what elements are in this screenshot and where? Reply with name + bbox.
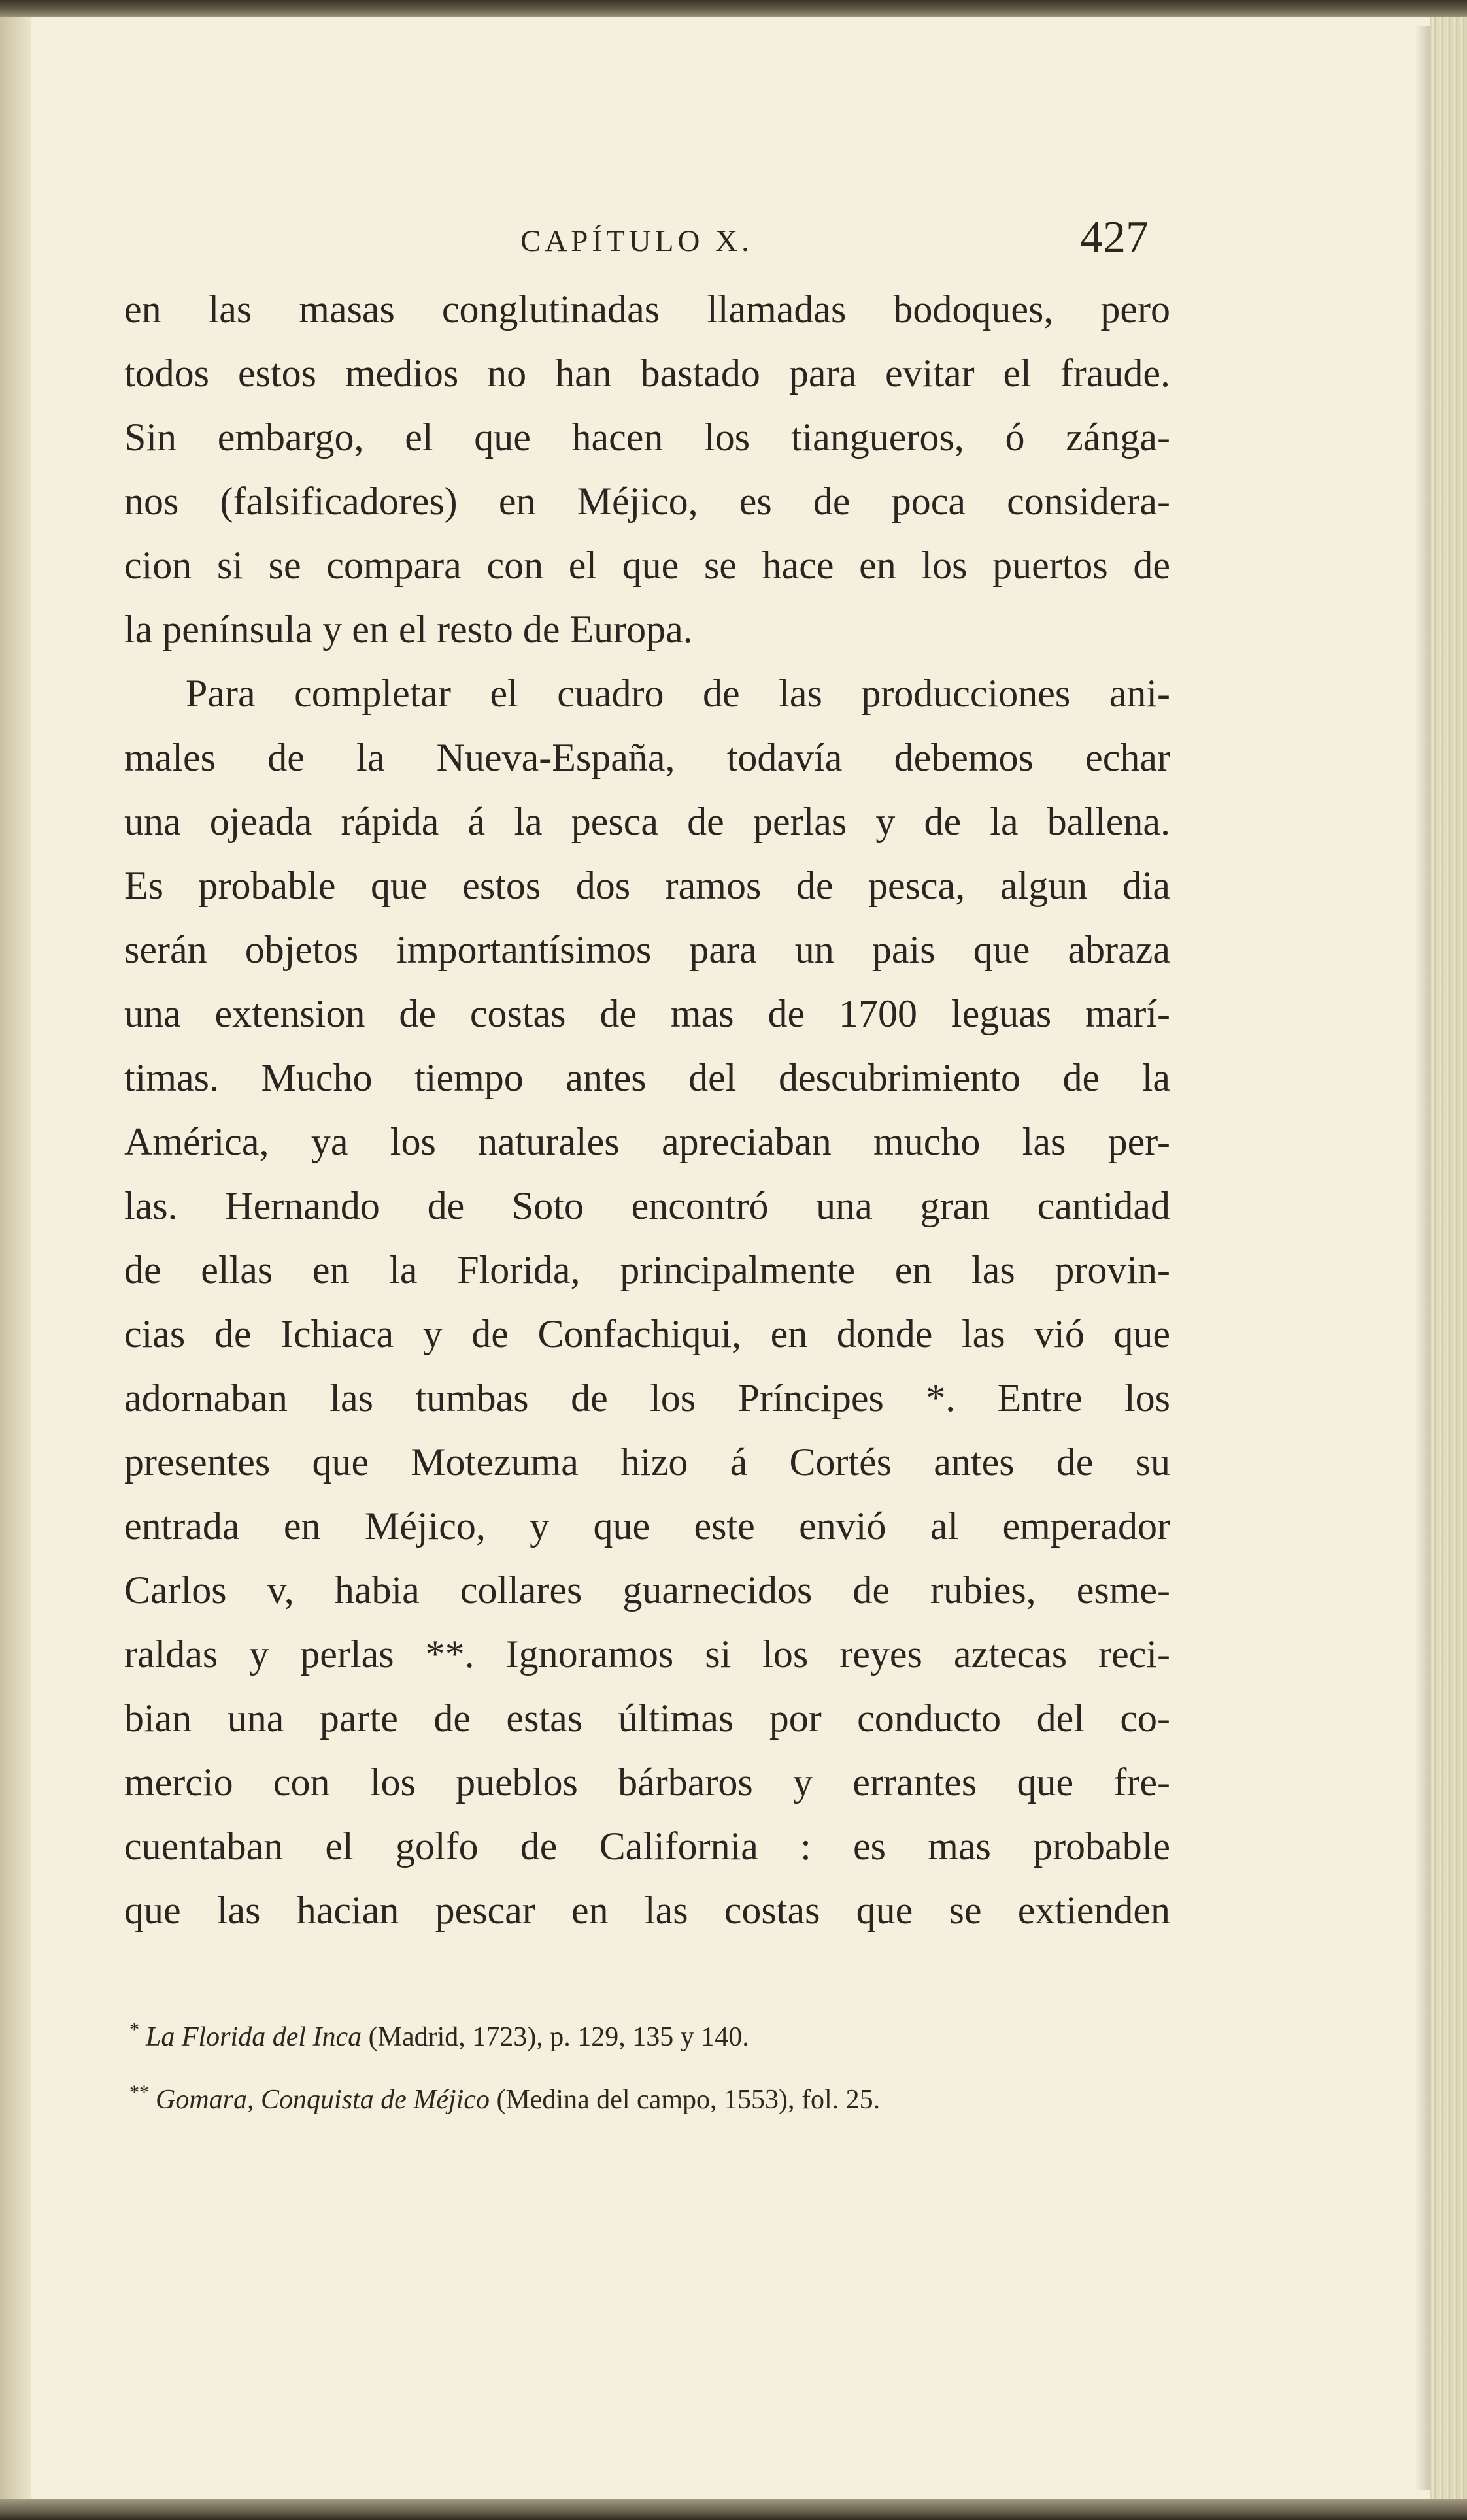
chapter-heading: CAPÍTULO X.: [520, 224, 753, 258]
text-line: una ojeada rápida á la pesca de perlas y de la ballena.: [124, 800, 1170, 843]
text-line: presentes que Motezuma hizo á Cortés antes de su: [124, 1440, 1170, 1484]
text-line: de ellas en la Florida, principalmente en las provin-: [124, 1248, 1170, 1291]
footnote-citation: Gomara, Conquista de Méjico: [156, 2085, 490, 2115]
text-line: cuentaban el golfo de California : es mas probable: [124, 1825, 1170, 1868]
text-line: Carlos v, habia collares guarnecidos de rubies, esme-: [124, 1568, 1170, 1612]
text-line: cias de Ichiaca y de Confachiqui, en donde las vió que: [124, 1312, 1170, 1355]
body-text: [124, 277, 1170, 1942]
text-line: la península y en el resto de Europa.: [124, 608, 693, 651]
footnote-1: [124, 1998, 1203, 2061]
footnote-mark: **: [129, 2081, 149, 2103]
page-number: 427: [1080, 212, 1149, 263]
text-line: cion si se compara con el que se hace en los puertos de: [124, 544, 1170, 587]
page-bottom-edge: [0, 2499, 1467, 2520]
page-left-edge: [0, 0, 31, 2520]
text-line: en las masas conglutinadas llamadas bodoques, pero: [124, 288, 1170, 331]
text-line: todos estos medios no han bastado para evitar el fraude.: [124, 352, 1170, 395]
text-line: Para completar el cuadro de las producciones ani-: [186, 672, 1170, 715]
running-head: [0, 209, 1467, 268]
page-gutter: [1430, 17, 1467, 2499]
text-line: Es probable que estos dos ramos de pesca, algun dia: [124, 864, 1170, 907]
footnote-text: (Madrid, 1723), p. 129, 135 y 140.: [362, 2022, 749, 2052]
page-top-edge: [0, 0, 1467, 17]
text-line: timas. Mucho tiempo antes del descubrimiento de la: [124, 1056, 1170, 1099]
text-line: adornaban las tumbas de los Príncipes *. Entre los: [124, 1376, 1170, 1419]
text-line: entrada en Méjico, y que este envió al emperador: [124, 1504, 1170, 1548]
text-line: una extension de costas de mas de 1700 leguas marí-: [124, 992, 1170, 1035]
text-line: América, ya los naturales apreciaban mucho las per-: [124, 1120, 1170, 1163]
footnotes: [124, 1998, 1203, 2124]
text-line: raldas y perlas **. Ignoramos si los reyes aztecas reci-: [124, 1633, 1170, 1676]
footnote-mark: *: [129, 2019, 139, 2040]
text-line: bian una parte de estas últimas por conducto del co-: [124, 1697, 1170, 1740]
footnote-2: [124, 2061, 1203, 2124]
text-line: nos (falsificadores) en Méjico, es de poca considera-: [124, 480, 1170, 523]
text-line: males de la Nueva-España, todavía debemos echar: [124, 736, 1170, 779]
text-line: las. Hernando de Soto encontró una gran cantidad: [124, 1184, 1170, 1227]
text-line: Sin embargo, el que hacen los tiangueros, ó zánga-: [124, 416, 1170, 459]
footnote-text: (Medina del campo, 1553), fol. 25.: [489, 2085, 881, 2115]
footnote-citation: La Florida del Inca: [146, 2022, 362, 2052]
text-line: mercio con los pueblos bárbaros y errantes que fre-: [124, 1761, 1170, 1804]
text-line: serán objetos importantísimos para un pais que abraza: [124, 928, 1170, 971]
text-line: que las hacian pescar en las costas que se extienden: [124, 1889, 1170, 1932]
